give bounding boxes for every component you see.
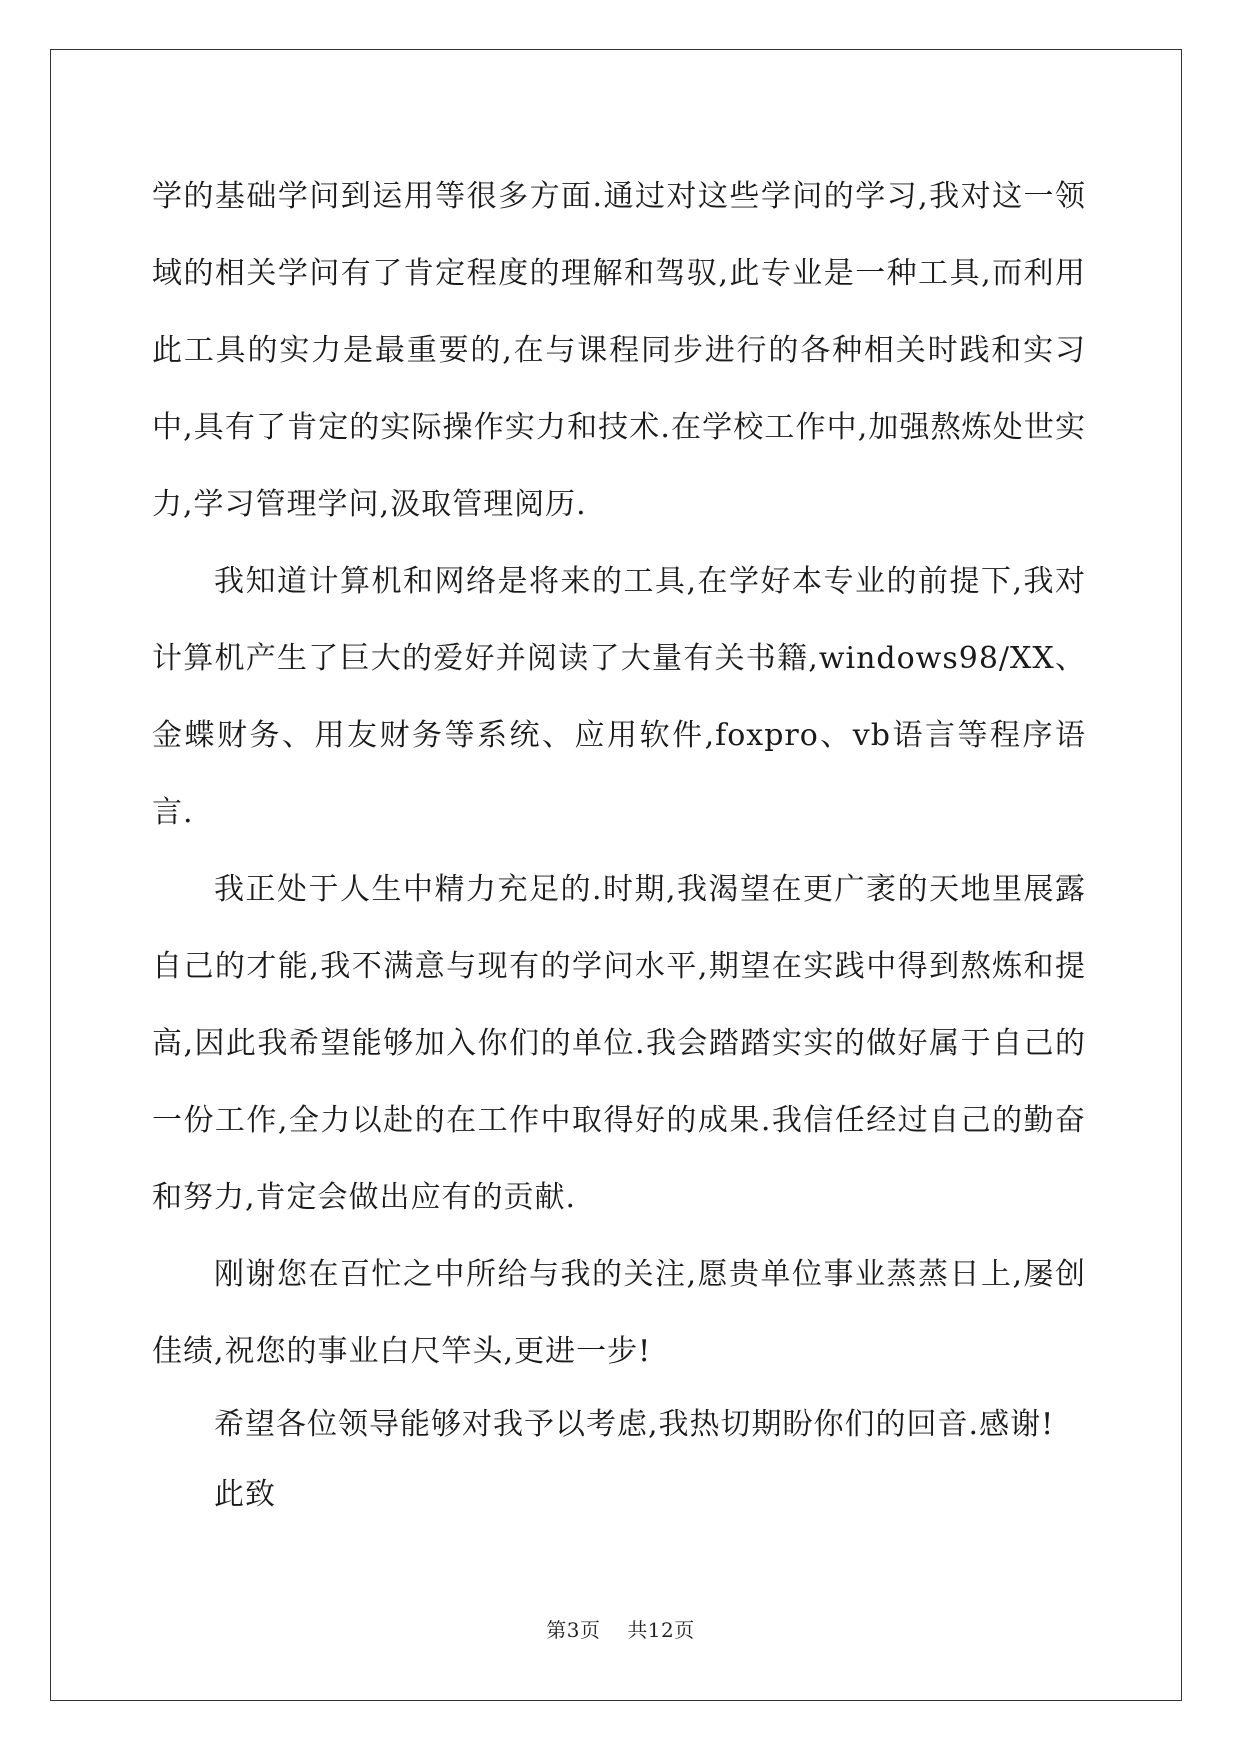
paragraph-computer-skills: 我知道计算机和网络是将来的工具,在学好本专业的前提下,我对计算机产生了巨大的爱好并阅读了大量有关书籍,windows98/XX、金蝶财务、用友财务等系统、应用软件,foxpro、vb语言等程序语言. (152, 564, 1086, 830)
page-footer (0, 1614, 1241, 1643)
paragraph-continued: 学的基础学问到运用等很多方面.通过对这些学问的学习,我对这一领域的相关学问有了肯定程度的理解和驾驭,此专业是一种工具,而利用此工具的实力是最重要的,在与课程同步进行的各种相关时践和实习中,具有了肯定的实际操作实力和技术.在学校工作中,加强熬炼处世实力,学习管理学问,汲取管理阅历. (152, 179, 1086, 522)
page-number-current: 第3页 (546, 1618, 601, 1642)
page-number-total: 共12页 (627, 1618, 695, 1642)
paragraph-motivation: 我正处于人生中精力充足的.时期,我渴望在更广袤的天地里展露自己的才能,我不满意与现有的学问水平,期望在实践中得到熬炼和提高,因此我希望能够加入你们的单位.我会踏踏实实的做好属于自己的一份工作,全力以赴的在工作中取得好的成果.我信任经过自己的勤奋和努力,肯定会做出应有的贡献. (152, 872, 1086, 1215)
paragraph-salutation: 此致 (214, 1477, 276, 1512)
paragraph-thanks: 刚谢您在百忙之中所给与我的关注,愿贵单位事业蒸蒸日上,屡创佳绩,祝您的事业白尺竿头,更进一步! (152, 1257, 1086, 1369)
paragraph-closing-request: 希望各位领导能够对我予以考虑,我热切期盼你们的回音.感谢! (214, 1407, 1055, 1442)
document-body (152, 158, 1086, 1530)
